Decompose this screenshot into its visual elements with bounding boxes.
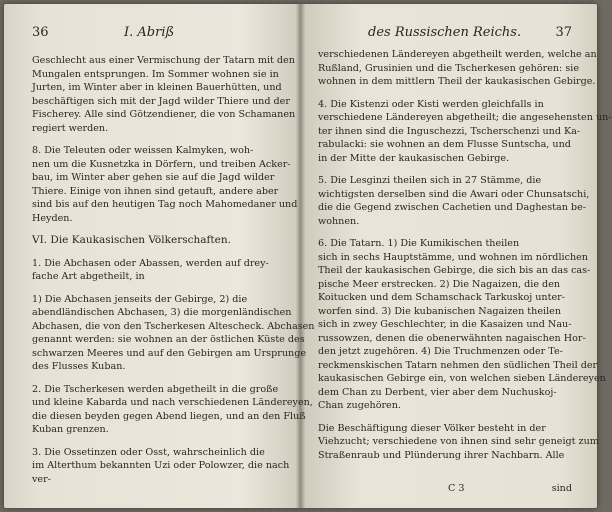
text-line: 3. Die Ossetinzen oder Osst, wahrscheinlich die bbox=[32, 446, 265, 458]
text-line: dem Chan zu Derbent, vier aber dem Nuchuskoj- bbox=[318, 386, 557, 398]
paragraph-gap bbox=[32, 284, 288, 293]
text-line: VI. Die Kaukasischen Völkerschaften. bbox=[32, 234, 231, 246]
text-line: und kleine Kabarda und nach verschiedenen Ländereyen, bbox=[32, 397, 313, 408]
left-page-text bbox=[32, 54, 315, 486]
text-line: Jurten, im Winter aber in kleinen Bauerhütten, und bbox=[32, 82, 282, 93]
text-line: Rußland, Grusinien und die Tscherkesen gehören: sie bbox=[318, 62, 580, 74]
text-line: die die Gegend zwischen Cachetien und Daghestan be- bbox=[318, 202, 586, 213]
text-line: pische Meer erstrecken. 2) Die Nagaizen, die den bbox=[318, 278, 561, 290]
page-number: 36 bbox=[32, 25, 49, 40]
left-page bbox=[32, 4, 315, 508]
text-line: Thiere. Einige von ihnen sind getauft, andere aber bbox=[32, 185, 279, 197]
text-line: 2. Die Tscherkesen werden abgetheilt in die große bbox=[32, 383, 279, 395]
text-line: worfen sind. 3) Die kubanischen Nagaizen theilen bbox=[318, 305, 562, 317]
paragraph bbox=[318, 48, 597, 89]
signature-mark: C 3 bbox=[448, 483, 465, 494]
paragraph-gap bbox=[318, 89, 572, 98]
paragraph-gap bbox=[32, 135, 288, 144]
text-line: ter ihnen sind die Inguschezzi, Tscherschenzi und Ka- bbox=[318, 125, 581, 137]
page-number: 37 bbox=[555, 25, 572, 40]
paragraph bbox=[32, 54, 296, 135]
text-line: reckmenskischen Tatarn nehmen den südlichen Theil der bbox=[318, 359, 598, 371]
right-page-header bbox=[318, 24, 572, 42]
text-line: genannt werden: sie wohnen an der östlichen Küste des bbox=[32, 334, 305, 345]
text-line: russowzen, denen die obenerwähnten nagaischen Hor- bbox=[318, 332, 586, 344]
text-line: regiert werden. bbox=[32, 122, 109, 134]
text-line: verschiedenen Ländereyen abgetheilt werden, welche an bbox=[318, 49, 597, 60]
text-line: Straßenraub und Plünderung ihrer Nachbarn. Alle bbox=[318, 449, 565, 461]
paragraph-gap bbox=[318, 413, 572, 422]
text-line: Chan zugehören. bbox=[318, 400, 401, 411]
section-heading bbox=[32, 234, 288, 248]
text-line: wohnen in dem mittlern Theil der kaukasischen Gebirge. bbox=[318, 76, 596, 87]
text-line: verschiedene Ländereyen abgetheilt; die angesehensten un- bbox=[318, 112, 612, 123]
text-line: fache Art abgetheilt, in bbox=[32, 271, 145, 282]
text-line: bau, im Winter aber gehen sie auf die Jagd wilder bbox=[32, 172, 275, 183]
right-page bbox=[318, 4, 612, 508]
text-line: abendländischen Abchasen, 3) die morgenländischen bbox=[32, 307, 292, 318]
paragraph bbox=[32, 293, 315, 374]
paragraph-gap bbox=[318, 165, 572, 174]
text-line: im Alterthum bekannten Uzi oder Polowzer, die nach bbox=[32, 460, 290, 471]
book-spread bbox=[4, 4, 612, 508]
text-line: wichtigsten derselben sind die Awari oder Chunsatschi, bbox=[318, 188, 590, 200]
paragraph bbox=[318, 174, 590, 228]
text-line: die diesen beyden gegen Abend liegen, und an den Fluß bbox=[32, 410, 306, 422]
text-line: nen um die Kusnetzka in Dörfern, und treiben Acker- bbox=[32, 158, 291, 170]
text-line: rabulacki: sie wohnen an dem Flusse Suntscha, und bbox=[318, 139, 571, 150]
right-page-text bbox=[318, 48, 612, 462]
catchword: sind bbox=[551, 483, 572, 494]
text-line: Viehzucht; verschiedene von ihnen sind sehr geneigt zum bbox=[318, 436, 599, 447]
paragraph bbox=[318, 422, 599, 463]
running-title: des Russischen Reichs. bbox=[368, 25, 522, 40]
text-line: Die Beschäftigung dieser Völker besteht in der bbox=[318, 422, 546, 434]
text-line: sind bis auf den heutigen Tag noch Mahomedaner und bbox=[32, 199, 298, 210]
text-line: Heyden. bbox=[32, 212, 73, 224]
text-line: 8. Die Teleuten oder weissen Kalmyken, woh- bbox=[32, 145, 254, 156]
text-line: kaukasischen Gebirge ein, von welchen sieben Ländereyen bbox=[318, 373, 606, 384]
text-line: sich in zwey Geschlechter, in die Kasaizen und Nau- bbox=[318, 319, 572, 330]
text-line: sich in sechs Hauptstämme, und wohnen im nördlichen bbox=[318, 251, 588, 263]
paragraph-gap bbox=[32, 374, 288, 383]
text-line: Fischerey. Alle sind Götzendiener, die von Schamanen bbox=[32, 109, 296, 120]
text-line: Geschlecht aus einer Vermischung der Tatarn mit den bbox=[32, 55, 295, 66]
text-line: beschäftigen sich mit der Jagd wilder Thiere und der bbox=[32, 95, 290, 107]
text-line: 4. Die Kistenzi oder Kisti werden gleichfalls in bbox=[318, 98, 544, 110]
paragraph bbox=[32, 446, 288, 487]
text-line: ver- bbox=[32, 473, 51, 485]
paragraph bbox=[32, 144, 298, 225]
text-line: Mungalen entsprungen. Im Sommer wohnen sie in bbox=[32, 68, 279, 80]
text-line: des Flusses Kuban. bbox=[32, 361, 126, 372]
text-line: 1) Die Abchasen jenseits der Gebirge, 2) die bbox=[32, 293, 248, 305]
text-line: Koitucken und dem Schamschack Tarkuskoj unter- bbox=[318, 292, 565, 303]
text-line: wohnen. bbox=[318, 215, 360, 227]
text-line: 6. Die Tatarn. 1) Die Kumikischen theilen bbox=[318, 238, 520, 249]
left-page-header bbox=[32, 24, 288, 42]
text-line: 5. Die Lesginzi theilen sich in 27 Stämme, die bbox=[318, 175, 542, 186]
text-line: 1. Die Abchasen oder Abassen, werden auf drey- bbox=[32, 257, 269, 269]
running-title: I. Abriß bbox=[124, 25, 175, 40]
text-line: den jetzt zugehören. 4) Die Truchmenzen oder Te- bbox=[318, 346, 563, 357]
text-line: schwarzen Meeres und auf den Gebirgen am Ursprunge bbox=[32, 347, 307, 359]
text-line: Theil der kaukasischen Gebirge, die sich bis an das cas- bbox=[318, 265, 591, 276]
paragraph bbox=[32, 383, 313, 437]
text-line: Kuban grenzen. bbox=[32, 424, 109, 435]
paragraph bbox=[32, 257, 288, 284]
paragraph-gap bbox=[32, 437, 288, 446]
paragraph bbox=[318, 98, 612, 166]
paragraph bbox=[318, 237, 606, 413]
paragraph-gap bbox=[318, 228, 572, 237]
text-line: in der Mitte der kaukasischen Gebirge. bbox=[318, 152, 510, 164]
text-line: Abchasen, die von den Tscherkesen Altescheck. Abchasen bbox=[32, 320, 315, 332]
paragraph-gap bbox=[32, 248, 288, 257]
paragraph-gap bbox=[32, 225, 288, 234]
